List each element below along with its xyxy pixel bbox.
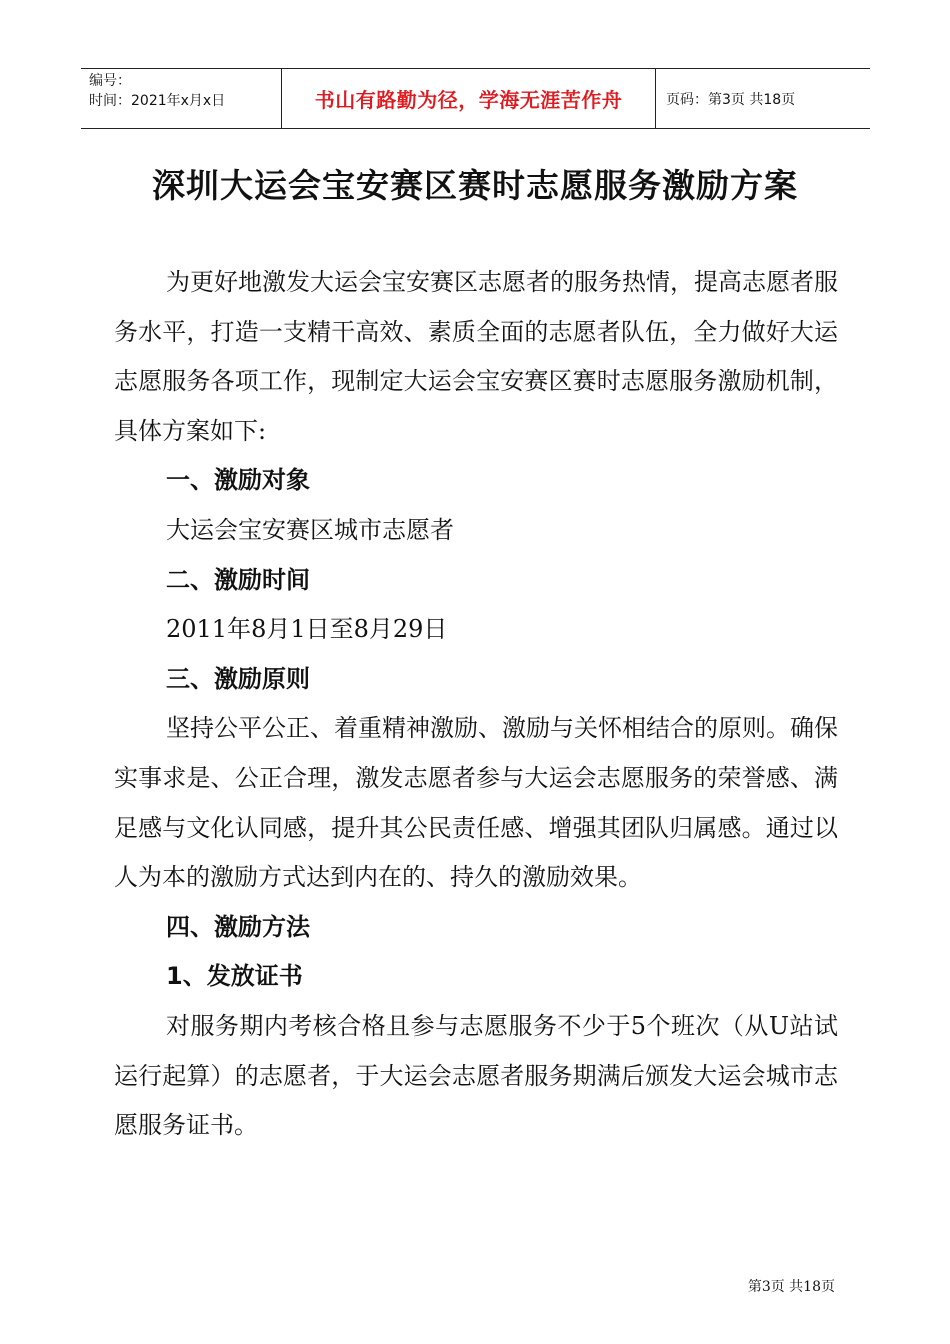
page-footer: 第3页 共18页: [747, 1279, 835, 1295]
page-header: [81, 68, 870, 129]
document-title: 深圳大运会宝安赛区赛时志愿服务激励方案: [152, 166, 798, 205]
header-page-info: 页码：第3页 共18页: [666, 91, 796, 108]
intro-paragraph: 为更好地激发大运会宝安赛区志愿者的服务热情，提高志愿者服务水平，打造一支精干高效、素质全面的志愿者队伍，全力做好大运志愿服务各项工作，现制定大运会宝安赛区赛时志愿服务激励机制，具体方案如下:: [114, 268, 838, 445]
subsection1-text: 对服务期内考核合格且参与志愿服务不少于5个班次（从U站试运行起算）的志愿者，于大运会志愿者服务期满后颁发大运会城市志愿服务证书。: [114, 1011, 838, 1140]
document-body: [114, 258, 838, 1151]
section3-text: 坚持公平公正、着重精神激励、激励与关怀相结合的原则。确保实事求是、公正合理，激发志愿者参与大运会志愿服务的荣誉感、满足感与文化认同感，提升其公民责任感、增强其团队归属感。通过以人为本的激励方式达到内在的、持久的激励效果。: [114, 714, 838, 892]
section1-text: 大运会宝安赛区城市志愿者: [166, 515, 454, 544]
section2-heading: 二、激励时间: [166, 565, 310, 594]
subsection1-heading: 1、发放证书: [166, 962, 303, 991]
section4-heading: 四、激励方法: [166, 912, 310, 941]
header-motto: 书山有路勤为径，学海无涯苦作舟: [282, 69, 656, 128]
header-meta: [81, 69, 282, 128]
section1-heading: 一、激励对象: [166, 466, 310, 495]
section2-text: 2011年8月1日至8月29日: [166, 615, 448, 644]
document-number-label: 编号：: [89, 73, 131, 89]
section3-heading: 三、激励原则: [166, 664, 310, 693]
document-time-label: 时间：2021年x月x日: [89, 93, 226, 109]
